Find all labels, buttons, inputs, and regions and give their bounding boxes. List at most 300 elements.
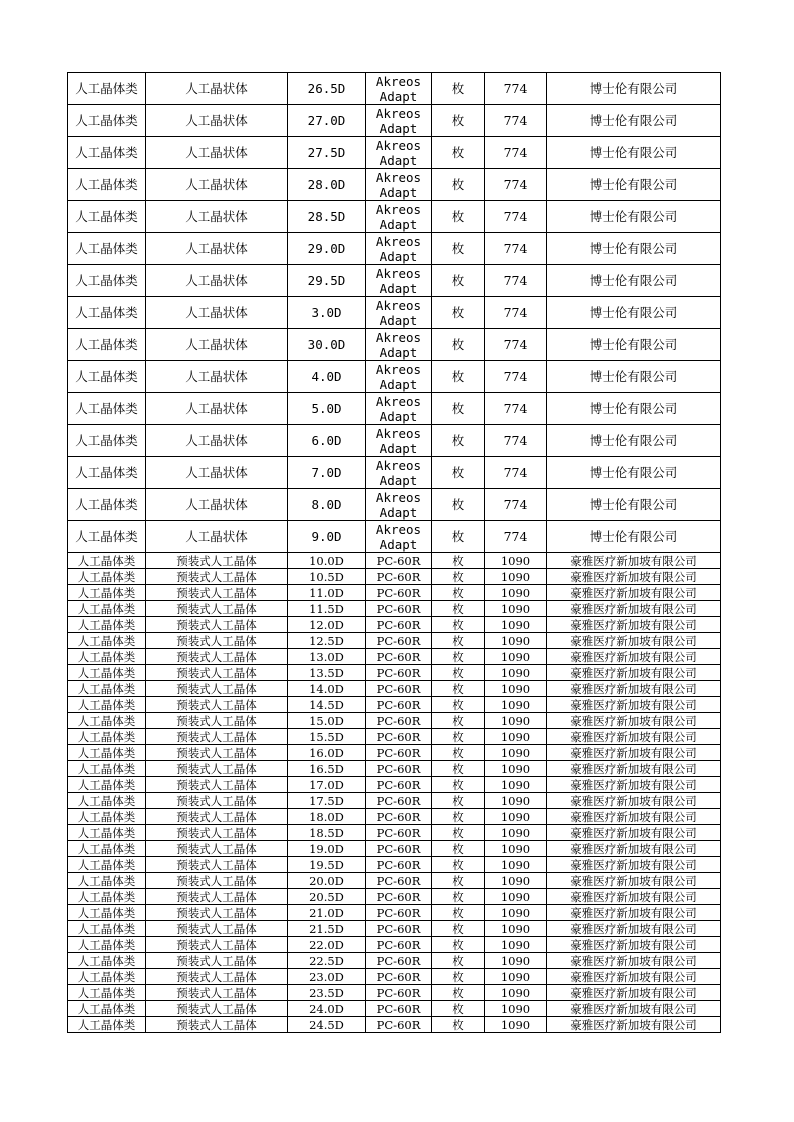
table-row: [68, 809, 721, 825]
model-cell: [366, 169, 432, 201]
product-name-cell: [146, 105, 288, 137]
category-text: 人工晶体类: [77, 953, 136, 968]
price-cell: [485, 777, 547, 793]
model-cell: [366, 265, 432, 297]
spec-cell: [288, 393, 366, 425]
spec-text: 19.0D: [309, 841, 344, 856]
model-text: PC-60R: [376, 825, 421, 840]
supplier-cell: [547, 425, 721, 457]
spec-cell: [288, 633, 366, 649]
product-name-text: 预装式人工晶体: [176, 1001, 257, 1016]
category-text: 人工晶体类: [75, 81, 138, 96]
table-row: [68, 361, 721, 393]
price-text: 1090: [500, 649, 531, 664]
supplier-cell: [547, 1017, 721, 1033]
model-text: Akreos Adapt: [375, 457, 422, 488]
table-row: [68, 889, 721, 905]
supplier-text: 博士伦有限公司: [589, 113, 678, 128]
category-cell: [68, 713, 146, 729]
product-name-cell: [146, 793, 288, 809]
model-cell: [366, 633, 432, 649]
model-text: Akreos Adapt: [375, 521, 422, 552]
category-text: 人工晶体类: [75, 177, 138, 192]
model-cell: [366, 1001, 432, 1017]
product-name-cell: [146, 553, 288, 569]
supplier-text: 博士伦有限公司: [589, 81, 678, 96]
category-cell: [68, 553, 146, 569]
supplier-text: 豪雅医疗新加坡有限公司: [570, 873, 697, 888]
spec-text: 21.5D: [309, 921, 344, 936]
supplier-text: 豪雅医疗新加坡有限公司: [570, 585, 697, 600]
model-cell: [366, 73, 432, 105]
model-cell: [366, 905, 432, 921]
supplier-text: 豪雅医疗新加坡有限公司: [570, 665, 697, 680]
price-cell: [485, 985, 547, 1001]
category-cell: [68, 729, 146, 745]
price-cell: [485, 201, 547, 233]
price-cell: [485, 169, 547, 201]
price-cell: [485, 889, 547, 905]
table-row: [68, 569, 721, 585]
model-cell: [366, 681, 432, 697]
price-cell: [485, 761, 547, 777]
unit-cell: [432, 489, 485, 521]
supplier-text: 豪雅医疗新加坡有限公司: [570, 569, 697, 584]
product-name-cell: [146, 953, 288, 969]
supplier-cell: [547, 457, 721, 489]
spec-text: 11.0D: [309, 585, 344, 600]
spec-cell: [288, 105, 366, 137]
unit-cell: [432, 857, 485, 873]
spec-cell: [288, 793, 366, 809]
table-row: [68, 681, 721, 697]
supplier-cell: [547, 681, 721, 697]
supplier-cell: [547, 361, 721, 393]
spec-cell: [288, 425, 366, 457]
supplier-text: 博士伦有限公司: [589, 465, 678, 480]
product-name-cell: [146, 201, 288, 233]
product-name-cell: [146, 729, 288, 745]
unit-cell: [432, 953, 485, 969]
price-text: 1090: [500, 953, 531, 968]
unit-text: 枚: [452, 969, 464, 984]
category-text: 人工晶体类: [75, 401, 138, 416]
table-row: [68, 841, 721, 857]
category-text: 人工晶体类: [77, 841, 136, 856]
model-text: PC-60R: [376, 713, 421, 728]
category-text: 人工晶体类: [77, 921, 136, 936]
table-row: [68, 921, 721, 937]
category-cell: [68, 265, 146, 297]
category-text: 人工晶体类: [77, 681, 136, 696]
product-name-cell: [146, 329, 288, 361]
price-text: 774: [503, 145, 528, 160]
price-text: 1090: [500, 665, 531, 680]
unit-text: 枚: [451, 145, 465, 160]
supplier-text: 豪雅医疗新加坡有限公司: [570, 729, 697, 744]
price-cell: [485, 265, 547, 297]
price-cell: [485, 969, 547, 985]
spec-cell: [288, 745, 366, 761]
supplier-cell: [547, 393, 721, 425]
price-text: 774: [503, 113, 528, 128]
model-text: Akreos Adapt: [375, 329, 422, 360]
spec-text: 7.0D: [311, 465, 342, 480]
price-text: 774: [503, 81, 528, 96]
category-text: 人工晶体类: [77, 569, 136, 584]
supplier-text: 豪雅医疗新加坡有限公司: [570, 953, 697, 968]
table-row: [68, 745, 721, 761]
model-text: PC-60R: [376, 585, 421, 600]
supplier-text: 豪雅医疗新加坡有限公司: [570, 969, 697, 984]
unit-cell: [432, 665, 485, 681]
product-name-cell: [146, 873, 288, 889]
unit-cell: [432, 1001, 485, 1017]
product-name-text: 预装式人工晶体: [176, 729, 257, 744]
spec-cell: [288, 857, 366, 873]
model-text: PC-60R: [376, 553, 421, 568]
price-text: 1090: [500, 713, 531, 728]
price-cell: [485, 697, 547, 713]
unit-text: 枚: [452, 809, 464, 824]
category-cell: [68, 1001, 146, 1017]
price-cell: [485, 681, 547, 697]
unit-text: 枚: [452, 649, 464, 664]
unit-text: 枚: [452, 985, 464, 1000]
product-name-text: 预装式人工晶体: [176, 921, 257, 936]
unit-cell: [432, 569, 485, 585]
supplier-cell: [547, 937, 721, 953]
price-cell: [485, 921, 547, 937]
supplier-text: 豪雅医疗新加坡有限公司: [570, 761, 697, 776]
unit-cell: [432, 905, 485, 921]
model-text: PC-60R: [376, 729, 421, 744]
unit-cell: [432, 201, 485, 233]
unit-text: 枚: [452, 681, 464, 696]
model-cell: [366, 521, 432, 553]
product-name-cell: [146, 297, 288, 329]
category-cell: [68, 585, 146, 601]
category-cell: [68, 617, 146, 633]
unit-text: 枚: [452, 889, 464, 904]
supplier-text: 豪雅医疗新加坡有限公司: [570, 857, 697, 872]
product-name-cell: [146, 73, 288, 105]
supplier-text: 豪雅医疗新加坡有限公司: [570, 649, 697, 664]
product-name-text: 预装式人工晶体: [176, 553, 257, 568]
spec-text: 8.0D: [311, 497, 342, 512]
model-text: PC-60R: [376, 857, 421, 872]
spec-text: 16.0D: [309, 745, 344, 760]
product-name-text: 预装式人工晶体: [176, 681, 257, 696]
product-name-text: 人工晶状体: [185, 465, 248, 480]
supplier-cell: [547, 809, 721, 825]
model-cell: [366, 745, 432, 761]
category-cell: [68, 873, 146, 889]
unit-cell: [432, 585, 485, 601]
price-text: 1090: [500, 633, 531, 648]
category-cell: [68, 953, 146, 969]
spec-cell: [288, 761, 366, 777]
category-text: 人工晶体类: [77, 729, 136, 744]
category-cell: [68, 233, 146, 265]
product-name-cell: [146, 697, 288, 713]
model-cell: [366, 233, 432, 265]
model-text: Akreos Adapt: [375, 233, 422, 264]
unit-text: 枚: [452, 825, 464, 840]
category-cell: [68, 201, 146, 233]
spec-text: 17.5D: [309, 793, 344, 808]
spec-cell: [288, 985, 366, 1001]
category-cell: [68, 793, 146, 809]
model-text: Akreos Adapt: [375, 361, 422, 392]
category-cell: [68, 969, 146, 985]
unit-text: 枚: [451, 529, 465, 544]
table-row: [68, 873, 721, 889]
price-cell: [485, 713, 547, 729]
table-row: [68, 777, 721, 793]
product-name-cell: [146, 985, 288, 1001]
unit-text: 枚: [452, 793, 464, 808]
price-cell: [485, 873, 547, 889]
model-text: PC-60R: [376, 937, 421, 952]
unit-cell: [432, 937, 485, 953]
spec-text: 19.5D: [309, 857, 344, 872]
unit-cell: [432, 969, 485, 985]
table-row: [68, 937, 721, 953]
supplier-cell: [547, 793, 721, 809]
supplier-cell: [547, 633, 721, 649]
price-text: 774: [503, 369, 528, 384]
model-text: PC-60R: [376, 617, 421, 632]
model-cell: [366, 297, 432, 329]
table-row: [68, 1001, 721, 1017]
unit-text: 枚: [452, 713, 464, 728]
product-name-text: 预装式人工晶体: [176, 969, 257, 984]
price-text: 774: [503, 177, 528, 192]
supplier-text: 博士伦有限公司: [589, 241, 678, 256]
model-cell: [366, 665, 432, 681]
product-name-cell: [146, 137, 288, 169]
price-cell: [485, 105, 547, 137]
product-name-cell: [146, 777, 288, 793]
model-text: PC-60R: [376, 1017, 421, 1032]
table-row: [68, 953, 721, 969]
product-name-cell: [146, 809, 288, 825]
supplier-cell: [547, 1001, 721, 1017]
product-name-text: 预装式人工晶体: [176, 985, 257, 1000]
model-cell: [366, 937, 432, 953]
category-cell: [68, 361, 146, 393]
price-cell: [485, 953, 547, 969]
model-text: PC-60R: [376, 697, 421, 712]
price-text: 1090: [500, 1017, 531, 1032]
supplier-text: 豪雅医疗新加坡有限公司: [570, 745, 697, 760]
product-name-text: 预装式人工晶体: [176, 857, 257, 872]
spec-text: 12.5D: [309, 633, 344, 648]
model-text: Akreos Adapt: [375, 201, 422, 232]
product-name-cell: [146, 889, 288, 905]
spec-cell: [288, 521, 366, 553]
spec-cell: [288, 617, 366, 633]
spec-cell: [288, 73, 366, 105]
model-cell: [366, 873, 432, 889]
unit-text: 枚: [451, 369, 465, 384]
supplier-cell: [547, 265, 721, 297]
product-name-cell: [146, 633, 288, 649]
price-text: 1090: [500, 601, 531, 616]
supplier-cell: [547, 729, 721, 745]
supplier-cell: [547, 761, 721, 777]
spec-cell: [288, 297, 366, 329]
supplier-text: 博士伦有限公司: [589, 529, 678, 544]
price-text: 774: [503, 337, 528, 352]
price-cell: [485, 1017, 547, 1033]
price-text: 1090: [500, 1001, 531, 1016]
spec-cell: [288, 457, 366, 489]
price-text: 1090: [500, 585, 531, 600]
supplier-cell: [547, 697, 721, 713]
model-text: Akreos Adapt: [375, 137, 422, 168]
spec-text: 24.5D: [309, 1017, 344, 1032]
price-text: 1090: [500, 921, 531, 936]
product-name-cell: [146, 521, 288, 553]
spec-cell: [288, 921, 366, 937]
product-name-text: 人工晶状体: [185, 529, 248, 544]
category-cell: [68, 649, 146, 665]
model-cell: [366, 489, 432, 521]
category-text: 人工晶体类: [77, 777, 136, 792]
price-cell: [485, 73, 547, 105]
spec-cell: [288, 873, 366, 889]
table-row: [68, 857, 721, 873]
product-name-text: 预装式人工晶体: [176, 745, 257, 760]
supplier-cell: [547, 889, 721, 905]
category-text: 人工晶体类: [75, 145, 138, 160]
product-name-cell: [146, 601, 288, 617]
spec-text: 10.0D: [309, 553, 344, 568]
spec-text: 5.0D: [311, 401, 342, 416]
price-text: 774: [503, 401, 528, 416]
spec-text: 13.5D: [309, 665, 344, 680]
table-row: [68, 969, 721, 985]
model-cell: [366, 713, 432, 729]
table-row: [68, 761, 721, 777]
product-name-text: 预装式人工晶体: [176, 841, 257, 856]
product-name-cell: [146, 617, 288, 633]
price-text: 774: [503, 273, 528, 288]
spec-text: 14.5D: [309, 697, 344, 712]
supplier-cell: [547, 521, 721, 553]
supplier-cell: [547, 585, 721, 601]
product-name-text: 预装式人工晶体: [176, 809, 257, 824]
model-cell: [366, 425, 432, 457]
spec-cell: [288, 649, 366, 665]
unit-text: 枚: [452, 841, 464, 856]
product-name-cell: [146, 761, 288, 777]
model-cell: [366, 825, 432, 841]
product-name-text: 预装式人工晶体: [176, 937, 257, 952]
category-cell: [68, 1017, 146, 1033]
supplier-text: 豪雅医疗新加坡有限公司: [570, 713, 697, 728]
category-cell: [68, 329, 146, 361]
supplier-cell: [547, 601, 721, 617]
category-cell: [68, 697, 146, 713]
spec-cell: [288, 969, 366, 985]
table-row: [68, 905, 721, 921]
spec-cell: [288, 265, 366, 297]
price-cell: [485, 841, 547, 857]
model-cell: [366, 761, 432, 777]
category-text: 人工晶体类: [77, 649, 136, 664]
supplier-text: 豪雅医疗新加坡有限公司: [570, 601, 697, 616]
price-cell: [485, 393, 547, 425]
category-text: 人工晶体类: [77, 889, 136, 904]
model-text: PC-60R: [376, 761, 421, 776]
spec-cell: [288, 697, 366, 713]
unit-cell: [432, 729, 485, 745]
supplier-text: 豪雅医疗新加坡有限公司: [570, 1001, 697, 1016]
product-name-text: 人工晶状体: [185, 145, 248, 160]
product-name-cell: [146, 745, 288, 761]
model-cell: [366, 361, 432, 393]
supplier-cell: [547, 665, 721, 681]
unit-text: 枚: [452, 729, 464, 744]
spec-text: 17.0D: [309, 777, 344, 792]
price-text: 774: [503, 241, 528, 256]
model-text: Akreos Adapt: [375, 425, 422, 456]
spec-cell: [288, 137, 366, 169]
price-text: 1090: [500, 745, 531, 760]
unit-text: 枚: [452, 1017, 464, 1032]
spec-text: 18.0D: [309, 809, 344, 824]
product-name-text: 人工晶状体: [185, 177, 248, 192]
supplier-text: 豪雅医疗新加坡有限公司: [570, 889, 697, 904]
product-name-cell: [146, 921, 288, 937]
category-text: 人工晶体类: [77, 665, 136, 680]
supplier-cell: [547, 617, 721, 633]
table-row: [68, 553, 721, 569]
product-name-cell: [146, 393, 288, 425]
price-text: 774: [503, 497, 528, 512]
unit-text: 枚: [451, 81, 465, 96]
category-cell: [68, 137, 146, 169]
price-cell: [485, 585, 547, 601]
category-text: 人工晶体类: [75, 465, 138, 480]
model-cell: [366, 857, 432, 873]
product-name-cell: [146, 857, 288, 873]
price-cell: [485, 425, 547, 457]
unit-cell: [432, 825, 485, 841]
supplier-cell: [547, 825, 721, 841]
supplier-cell: [547, 553, 721, 569]
product-name-cell: [146, 1001, 288, 1017]
model-text: PC-60R: [376, 921, 421, 936]
unit-cell: [432, 809, 485, 825]
supplier-text: 豪雅医疗新加坡有限公司: [570, 793, 697, 808]
spec-text: 18.5D: [309, 825, 344, 840]
supplier-text: 豪雅医疗新加坡有限公司: [570, 681, 697, 696]
product-name-text: 预装式人工晶体: [176, 889, 257, 904]
model-text: PC-60R: [376, 985, 421, 1000]
spec-text: 30.0D: [307, 337, 346, 352]
model-text: Akreos Adapt: [375, 265, 422, 296]
category-cell: [68, 297, 146, 329]
spec-cell: [288, 361, 366, 393]
price-text: 1090: [500, 793, 531, 808]
unit-cell: [432, 601, 485, 617]
supplier-cell: [547, 105, 721, 137]
table-row: [68, 617, 721, 633]
